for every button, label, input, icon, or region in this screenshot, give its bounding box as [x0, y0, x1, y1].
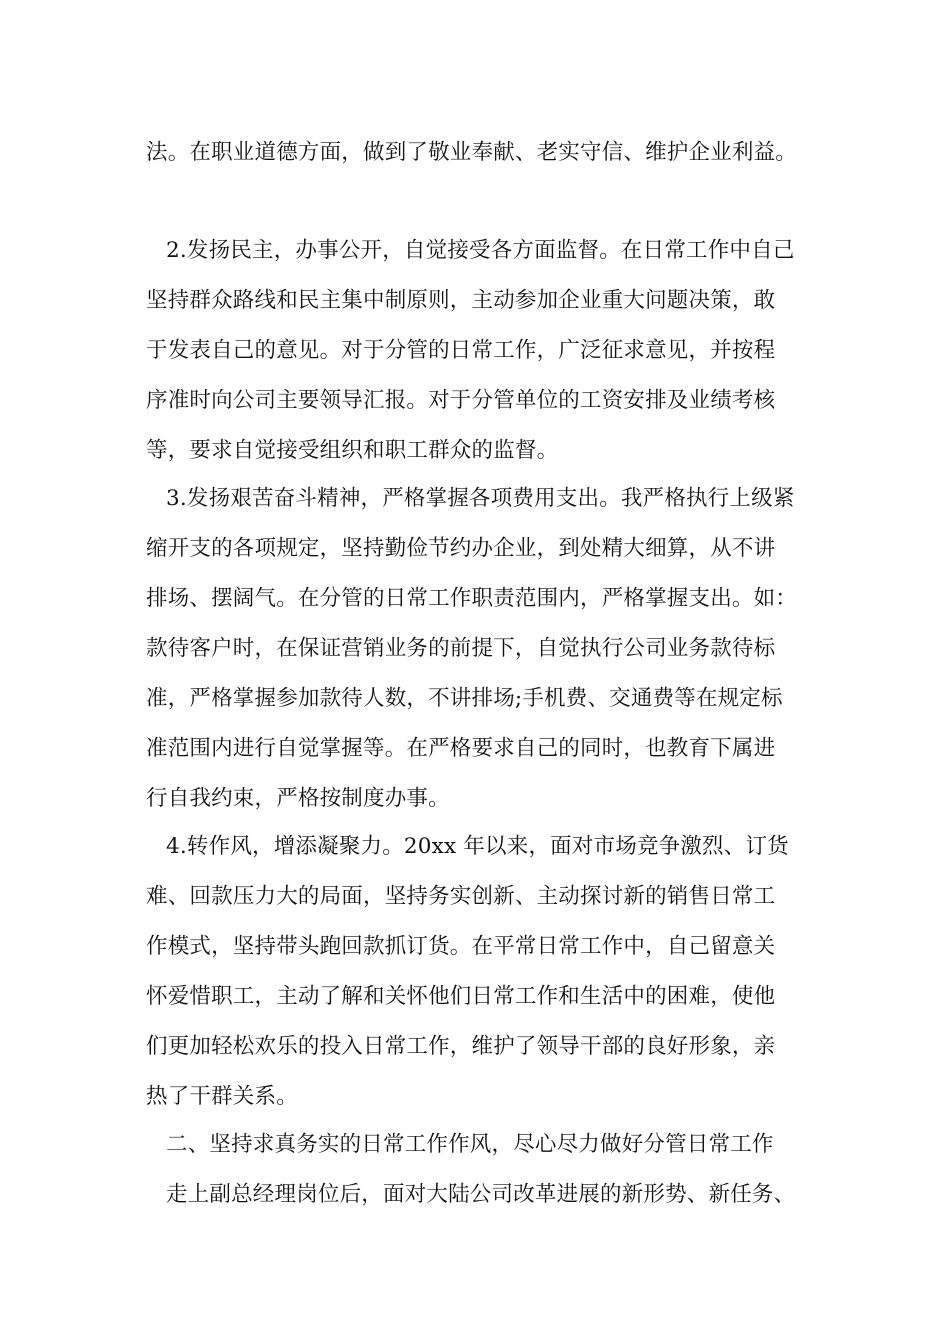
paragraph-work-style	[146, 822, 836, 1122]
text-line: 排场、摆阔气。在分管的日常工作职责范围内，严格掌握支出。如：	[146, 586, 798, 611]
text-line: 缩开支的各项规定，坚持勤俭节约办企业，到处精大细算，从不讲	[146, 536, 776, 561]
text-line: 怀爱惜职工，主动了解和关怀他们日常工作和生活中的困难，使他	[146, 984, 776, 1009]
text-line: 准，严格掌握参加款待人数，不讲排场;手机费、交通费等在规定标	[146, 686, 783, 711]
text-line: 序准时向公司主要领导汇报。对于分管单位的工资安排及业绩考核	[146, 388, 776, 413]
text-line: 坚持群众路线和民主集中制原则，主动参加企业重大问题决策，敢	[146, 288, 776, 313]
text-line: 热了干群关系。	[146, 1084, 298, 1109]
text-line: 难、回款压力大的局面，坚持务实创新、主动探讨新的销售日常工	[146, 884, 776, 909]
heading-line: 二、坚持求真务实的日常工作作风，尽心尽力做好分管日常工作	[166, 1132, 774, 1157]
text-line: 2.发扬民主，办事公开，自觉接受各方面监督。在日常工作中自己	[166, 238, 795, 263]
text-line: 作模式，坚持带头跑回款抓订货。在平常日常工作中，自己留意关	[146, 934, 776, 959]
text-line: 们更加轻松欢乐的投入日常工作，维护了领导干部的良好形象，亲	[146, 1034, 776, 1059]
text-line: 准范围内进行自觉掌握等。在严格要求自己的同时，也教育下属进	[146, 736, 776, 761]
paragraph-new-post	[146, 1170, 836, 1220]
paragraph-professional-ethics	[146, 128, 836, 178]
text-line: 行自我约束，严格按制度办事。	[146, 786, 450, 811]
paragraph-frugality	[146, 474, 836, 824]
paragraph-democracy	[146, 226, 836, 476]
text-line: 法。在职业道德方面，做到了敬业奉献、老实守信、维护企业利益。	[146, 140, 798, 165]
text-line: 于发表自己的意见。对于分管的日常工作，广泛征求意见，并按程	[146, 338, 776, 363]
text-line: 等，要求自觉接受组织和职工群众的监督。	[146, 438, 559, 463]
text-line: 3.发扬艰苦奋斗精神，严格掌握各项费用支出。我严格执行上级紧	[166, 486, 795, 511]
text-line: 款待客户时，在保证营销业务的前提下，自觉执行公司业务款待标	[146, 636, 776, 661]
section-heading	[146, 1120, 836, 1170]
text-line: 4.转作风，增添凝聚力。20xx 年以来，面对市场竞争激烈、订货	[166, 834, 789, 859]
text-line: 走上副总经理岗位后，面对大陆公司改革进展的新形势、新任务、	[166, 1182, 796, 1207]
